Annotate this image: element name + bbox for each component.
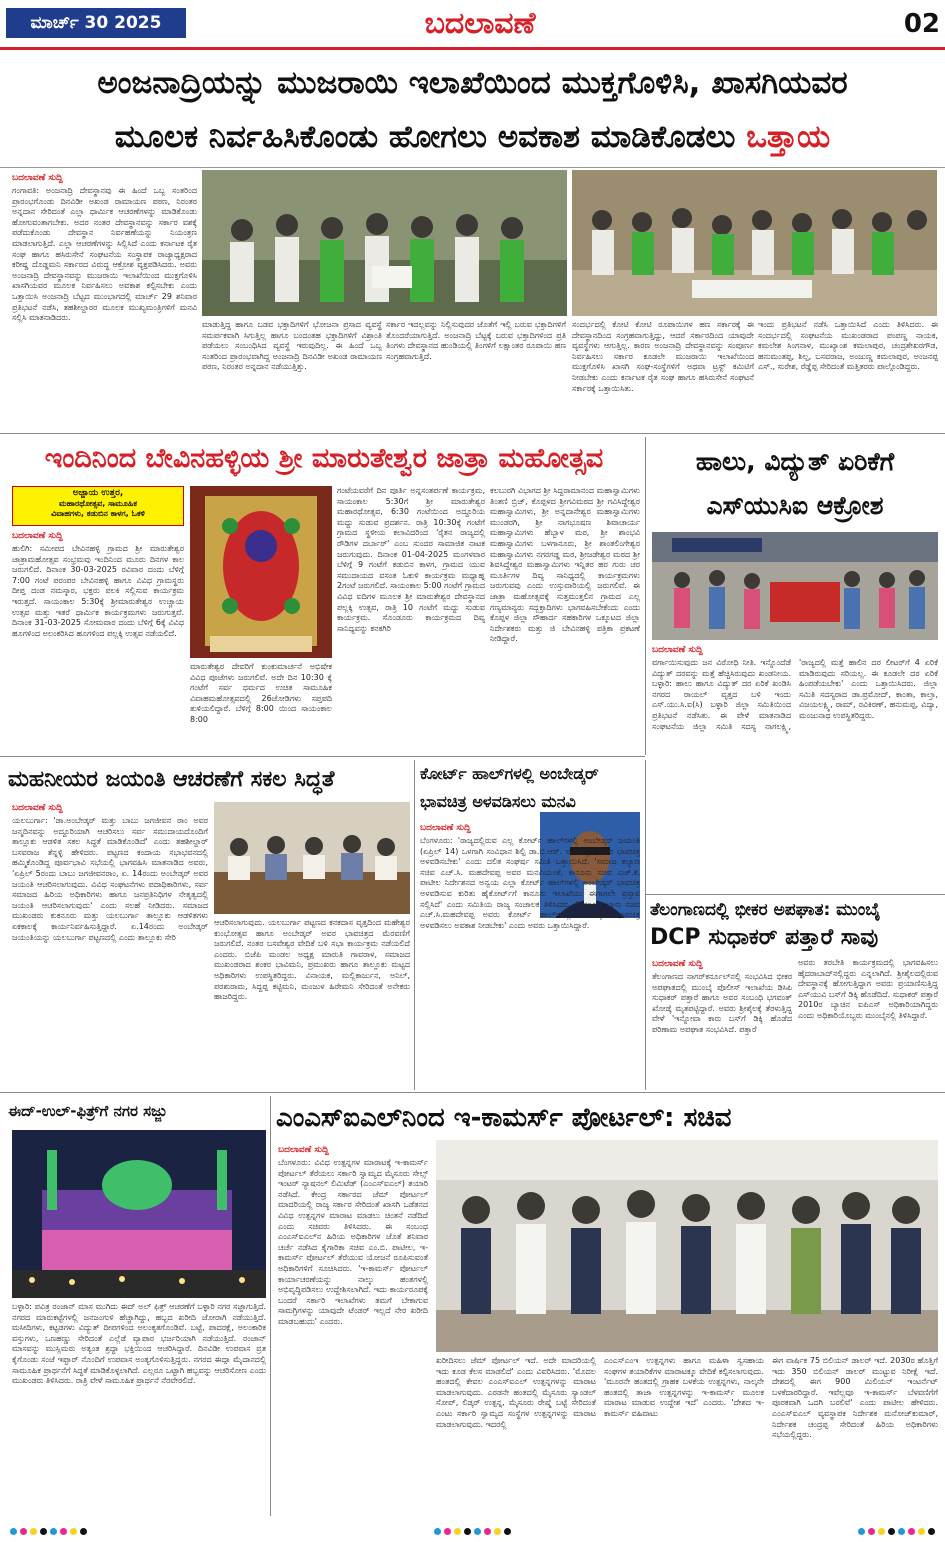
jatra-caption: ಮಾರುತೇಶ್ವರ ದೇವರಿಗೆ ಕುಂಕುಮಾರ್ಚನೆ ಅಭಿಷೇಕ ವಿವಿಧ ಪೂಜೆಗಳು ಜರುಗಲಿವೆ. ಅದೇ ದಿನ 10:30 ಕ್ಕೆ ಗಂಟೆಗೆ ಸರ್ವ ಧರ್ಮದ ಉಚಿತ ಸಾಮೂಹಿಕ ವಿವಾಹಮಹೋತ್ಸವದಲ್ಲಿ 26ಜೋಡಿಗಳು ಸಪ್ತಪದಿ ತುಳಿಯಲಿದ್ದಾರೆ. ಬೆಳಿಗ್ಗೆ 8:00 ಯಿಂದ ಸಾಯಂಕಾಲ 8:00 — [190, 662, 332, 724]
jatra-headline: ಇಂದಿನಿಂದ ಬೇವಿನಹಳ್ಳಿಯ ಶ್ರೀ ಮಾರುತೇಶ್ವರ ಜಾತ್ರಾ ಮಹೋತ್ಸವ — [44, 443, 604, 474]
lead-headline-line2-wrap — [0, 110, 945, 164]
group-photo-icon — [202, 170, 567, 316]
color-dots-icon — [858, 1528, 935, 1535]
court-byline: ಬದಲಾವಣೆ ಸುದ್ದಿ — [420, 823, 471, 833]
color-dots-icon — [434, 1528, 511, 1535]
court-headline-line1: ಕೋರ್ಟ್ ಹಾಲ್‌ಗಳಲ್ಲಿ ಅಂಬೇಡ್ಕರ್ — [420, 764, 599, 783]
telangana-headline-line1: ತೆಲಂಗಾಣದಲ್ಲಿ ಭೀಕರ ಅಪಘಾತ: ಮುಂಬೈ — [650, 900, 881, 920]
mahaniyara-headline: ಮಹನೀಯರ ಜಯಂತಿ ಆಚರಣೆಗೆ ಸಕಲ ಸಿದ್ಧತೆ — [8, 767, 335, 792]
suci-headline-line1: ಹಾಲು, ವಿದ್ಯುತ್ ಏರಿಕೆಗೆ — [695, 447, 895, 476]
divider — [645, 437, 646, 755]
jatra-col2: ಗಂಟೆಯವರೆಗೆ ದಿನ ಪೂರ್ತಿ ಅನ್ನಸಂತರ್ಪಣೆ ಕಾರ್ಯಕ್ರಮ, ಸಾಯಂಕಾಲ 5:30ಗೆ ಶ್ರೀ ಮಾರುತೇಶ್ವರ ಮಹಾರಥೋತ್ಸವ, 6:30 ಗಂಟೆಯಿಂದ ಅದ್ದೂರಿಯ ಮದ್ದು ಸುಡುವ ಪ್ರದರ್ಶನ. ರಾತ್ರಿ 10:30ಕ್ಕೆ ಗಂಟೆಗೆ ಗ್ರಾಮದ ಸ್ಥಳೀಯ ಕಲಾವಿದರಿಂದ 'ರೈತನ ರಾಜ್ಯದಲ್ಲಿ ರೌಡಿಗಳ ದರ್ಬಾರ್' ಎಂಬ ಸುಂದರ ಸಾಮಾಜಿಕ ನಾಟಕ ಜರುಗುವುದು. ದಿನಾಂಕ 01-04-2025 ಮಂಗಳವಾರ ಬೆಳಿಗ್ಗೆ 9 ಗಂಟೆಗೆ ಕಡುಬಿನ ಕಾಳಗ, ಗ್ರಾಮದ ಯುವ ಸಮುದಾಯದ ವಸಂತ ಓಕುಳಿ ಕಾರ್ಯಕ್ರಮ ಮಧ್ಯಾಹ್ನ 2ಗಂಟೆ ಜರುಗಲಿದೆ. ಸಾಯಂಕಾಲ 5:00 ಗಂಟೆಗೆ ಗ್ರಾಮದ ವಿವಿಧ ಐದಿಗಳ ಮೂಲಕ ಶ್ರೀ ಮಾರುತೇಶ್ವರ ದೇವಸ್ಥಾನದ ಪಲ್ಲಕ್ಕಿ ಉತ್ಸವ, ರಾತ್ರಿ 10 ಗಂಟೆಗೆ ಮದ್ದು ಸುಡುವ ಕಾರ್ಯಕ್ರಮ. ಸೊಂಡೂರು ಕಾರ್ಯಕ್ರಮದ ದಿವ್ಯ ಸಾನಿಧ್ಯವನ್ನು ಕನಕಗಿರಿ — [337, 486, 485, 633]
divider — [0, 756, 645, 757]
telangana-col2: ಅವರು ತರಬೇತಿ ಕಾರ್ಯಕ್ರಮದಲ್ಲಿ ಭಾಗವಹಿಸಲು ಹೈದರಾಬಾದ್‌ನಲ್ಲಿದ್ದರು ಎನ್ನಲಾಗಿದೆ. ಶ್ರೀಶೈಲದಲ್ಲಿರುವ ದೇವಸ್ಥಾನಕ್ಕೆ ಹೋಗುತ್ತಿದ್ದಾಗ ಅವರು ಪ್ರಯಾಣಿಸುತ್ತಿದ್ದ ಎಸ್‌ಯುವಿ ಬಸ್‌ಗೆ ಡಿಕ್ಕಿ ಹೊಡೆದಿದೆ. ಸುಧಾಕರ್ ಪತ್ತಾರೆ 2010ರ ಬ್ಯಾಚಿನ ಐಪಿಎಸ್ ಅಧಿಕಾರಿಯಾಗಿದ್ದರು ಎಂದು ಅಧಿಕಾರಿಯೊಬ್ಬರು ಮುಂಬೈನಲ್ಲಿ ತಿಳಿಸಿದ್ದಾರೆ. — [798, 958, 938, 1020]
suci-byline: ಬದಲಾವಣೆ ಸುದ್ದಿ — [652, 645, 703, 655]
jatra-col1: ಹುಲಿಗಿ: ಸಮೀಪದ ಬೇವಿನಹಳ್ಳಿ ಗ್ರಾಮದ ಶ್ರೀ ಮಾರುತೇಶ್ವರ ಜಾತ್ರಾಮಹೋತ್ಸವ ಸಂಭ್ರಮವು ಇಂದಿನಿಂದ ಮೂರು ದಿನಗಳ ಕಾಲ ಜರುಗಲಿದೆ. ದಿನಾಂಕ 30-03-2025 ರವಿವಾರ ದಂದು ಬೆಳಿಗ್ಗೆ 7:00 ಗಂಟೆ ಪರಂಪರ ಬೇವಿನಹಳ್ಳಿ ಹಾಗೂ ವಿವಿಧ ಗ್ರಾಮಸ್ಥರು ದೀಪ್ತ ದಂಡ ನಮಸ್ಕಾರ, ಭಕ್ತರು ಪಲಕಿ ಸಲ್ಲಿಸುವ ಕಾರ್ಯಕ್ರಮ ಇರುತ್ತದೆ. ಸಾಯಂಕಾಲ 5:30ಕ್ಕೆ ಶ್ರೀಮಾರುತೇಶ್ವರ ಉಚ್ಚಾಯ ಉತ್ಸವ ಮತ್ತು ಇತರೆ ಧಾರ್ಮಿಕ ಕಾರ್ಯಕ್ರಮಗಳು ಜರುಗುತ್ತವೆ. ದಿನಾಂಕ 31-03-2025 ಸೋಮವಾರ ದಂದು ಬೆಳಿಗ್ಗೆ 6ಕ್ಕೆ ವಿವಿಧ ಹೂಗಳಿಂದ ಅಲಂಕರಿಸಿದ ಹೂಗಳಿಂದ ಪಲ್ಲಕ್ಕಿ ಉತ್ಸವ ನಡೆಯಲಿದೆ. — [12, 544, 184, 638]
telangana-headline-line2: DCP ಸುಧಾಕರ್ ಪತ್ತಾರೆ ಸಾವು — [650, 925, 879, 950]
suci-body: ವರ್ಗಾಯಿಸುವುದು ಜನ ವಿರೋಧಿ ನೀತಿ. ಇನ್ನೊಂದೆಡೆ ವಿದ್ಯುತ್ ದರವನ್ನು ಮತ್ತೆ ಹೆಚ್ಚಿಸಿರುವುದು ಖಂಡನೀಯ. ಬಳ್ಳಾರಿ: ಹಾಲು ಹಾಗೂ ವಿದ್ಯುತ್ ದರ ಏರಿಕೆ ಖಂಡಿಸಿ ನಗರದ ರಾಯಲ್ ವೃತ್ತದ ಬಳಿ ಇಂದು ಎಸ್.ಯು.ಸಿ.ಐ(ಸಿ) ಬಳ್ಳಾರಿ ಜಿಲ್ಲಾ ಸಮಿತಿಯಿಂದ ಪ್ರತಿಭಟನೆ ನಡೆಸಿತು. ಈ ವೇಳೆ ಮಾತನಾಡಿದ ಸಂಘಟನೆಯ ಜಿಲ್ಲಾ ಸಮಿತಿ ಸದಸ್ಯ ನಾಗಲಕ್ಷ್ಮಿ, 'ರಾಜ್ಯದಲ್ಲಿ ಮತ್ತೆ ಹಾಲಿನ ದರ ಲೀಟರ್‌ಗೆ 4 ಏರಿಕೆ ಮಾಡಿರುವುದು ಸರಿಯಲ್ಲ. ಈ ಕೂಡಲೇ ದರ ಏರಿಕೆ ಹಿಂಪಡೆಯಬೇಕು' ಎಂದು ಒತ್ತಾಯಿಸಿದರು. ಜಿಲ್ಲಾ ಸಮಿತಿ ಸದಸ್ಯರಾದ ಡಾ.ಪ್ರಮೋದ್, ಕಾಂತಾ, ಕಾಲ್ತಾ, ವಿಜಯಲಕ್ಷ್ಮಿ, ರಾಮ್, ರವಿಕಿರಣ್, ಹನುಮಪ್ಪ, ವಿದ್ಯಾ, ಮಂಜುನಾಥ ಉಪಸ್ಥಿತರಿದ್ದರು. — [652, 658, 938, 731]
protest-photo-icon — [572, 170, 937, 316]
msil-col2: ಖರೀದಿಸಲು ಜೆಮ್ ಪೋರ್ಟಲ್ ಇದೆ. ಅದೇ ಮಾದರಿಯಲ್ಲಿ ಇದು ಕೂಡ ಕೆಲಸ ಮಾಡಲಿದೆ' ಎಂದು ವಿವರಿಸಿದರು. 'ಮೊದಲ ಹಂತದಲ್ಲಿ ಕೇವಲ ಎಂಎಸ್‌ಐಎಲ್ ಉತ್ಪನ್ನಗಳನ್ನು ಮಾರಾಟ ಮಾಡಲಾಗುವುದು. ಎರಡನೇ ಹಂತದಲ್ಲಿ ಮೈಸೂರು ಸ್ಯಾಂಡಲ್ ಸೋಪ್, ಲಿಡ್ಕರ್ ಉತ್ಪನ್ನ, ಮೈಸೂರು ರೇಷ್ಮೆ ಬಟ್ಟೆ ಸೇರಿದಂತೆ ಎಂಟು ಸರ್ಕಾರಿ ಸ್ವಾಮ್ಯದ ಸಂಸ್ಥೆಗಳ ಉತ್ಪನ್ನಗಳನ್ನು ಮಾರಾಟ ಮಾಡಲಾಗುವುದು. ಇದರಲ್ಲಿ — [436, 1356, 596, 1429]
telangana-byline: ಬದಲಾವಣೆ ಸುದ್ದಿ — [652, 959, 703, 969]
divider — [270, 1096, 271, 1516]
court-headline — [420, 760, 645, 820]
msil-col1: ಬೆಂಗಳೂರು: ವಿವಿಧ ಉತ್ಪನ್ನಗಳ ಮಾರಾಟಕ್ಕೆ ಇ-ಕಾಮರ್ಸ್ ಪೋರ್ಟಲ್ ತೆರೆಯಲು ಸರ್ಕಾರಿ ಸ್ವಾಮ್ಯದ ಮೈಸೂರು ಸೇಲ್ಸ್ ಇಂಟರ್ ನ್ಯಾಷನಲ್ ಲಿಮಿಟೆಡ್ (ಎಂಎಸ್‌ಐಎಲ್) ತಯಾರಿ ನಡೆಸಿದೆ. ಕೇಂದ್ರ ಸರ್ಕಾರದ ಜೆಮ್ ಪೋರ್ಟಲ್ ಮಾದರಿಯಲ್ಲಿ ರಾಜ್ಯ ಸರ್ಕಾರ ಸೇರಿದಂತೆ ಖಾಸಗಿ ಒಡೆತನದ ವಿವಿಧ ಉತ್ಪನ್ನಗಳ ಮಾರಾಟ ಮಾಡಲು ಚಿಂತನೆ ನಡೆದಿದೆ ಎಂದು ಸಚಿವರು ತಿಳಿಸಿದರು. ಈ ಸಂಬಂಧ ಎಂಎಸ್‌ಐಎಲ್‌ನ ಹಿರಿಯ ಅಧಿಕಾರಿಗಳ ಜೊತೆ ಶನಿವಾರ ಚರ್ಚೆ ನಡೆಸಿದ ಕೈಗಾರಿಕಾ ಸಚಿವ ಎಂ.ಬಿ. ಪಾಟೀಲ, ಇ-ಕಾಮರ್ಸ್ ಪೋರ್ಟಲ್ ತೆರೆಯುವ ಯೋಜನೆ ರೂಪಿಸುವಂತೆ ಅಧಿಕಾರಿಗಳಿಗೆ ಸೂಚಿಸಿದರು. 'ಇ-ಕಾಮರ್ಸ್ ಪೋರ್ಟಲ್ ಕಾರ್ಯಾಚರಣೆಯನ್ನು ನಾಲ್ಕು ಹಂತಗಳಲ್ಲಿ ಅಭಿವೃದ್ಧಿಪಡಿಸಲು ಉದ್ದೇಶಿಸಲಾಗಿದೆ. ಇದು ಕಾರ್ಯರೂಪಕ್ಕೆ ಬಂದರೆ ಸರ್ಕಾರಿ ಇಲಾಖೆಗಳು ತಮಗೆ ಬೇಕಾಗುವ ಸಾಮಗ್ರಿಗಳನ್ನು ಯಾವುದೇ ಟೆಂಡರ್ ಇಲ್ಲದೆ ನೇರ ಖರೀದಿ ಮಾಡಬಹುದು' ಎಂದರು. — [278, 1158, 428, 1326]
telangana-headline — [650, 896, 942, 956]
lead-col-right: ಇಂದು ಪ್ರತಿಭಟನೆ ನಡೆಸಿ ಒತ್ತಾಯಿಸಿದೆ ಎಂದು ತಿಳಿಸಿದರು. ಈ ಸಂದರ್ಭದಲ್ಲಿ ಸಂಘಟನೆಯ ಮುಖಂಡರಾದ ಪಂಪಣ್ಣ ನಾಯಕ, ಕಮಲೇಶ ಸಿಂಗನಾಳ, ಮುಖ್ಯಾಂಶ ಕಮಲಾಪುರ, ಚಂದ್ರಶೇಖರಗೌಡ, ಹನುಮಂತಪ್ಪ, ಶಿಲ್ಪ, ಬಸವರಾಜ, ಅಂಜುಣ್ಣ ಕಮಲಾಪುರ, ಅಂಜನಪ್ಪ ಎಸ್., ಸುರೇಶ, ರೆಡ್ಡೆಪ್ಪ ಸೇರಿದಂತೆ ಮತ್ತಿತರರು ಪಾಲ್ಗೊಂಡಿದ್ದರು. — [758, 320, 938, 372]
mosque-night-photo-icon — [12, 1130, 266, 1298]
mahaniyara-col2: ಆಚರಿಸಲಾಗುವುದು. ಯಲಬುರ್ಗಾ ಪಟ್ಟಣದ ಕನಕದಾಸ ವೃತ್ತದಿಂದ ಮಹೇಶ್ವರ ಕುಂಭೋತ್ಸವ ಹಾಗೂ ಅಂಬೇಡ್ಕರ್ ಅವರ ಭಾವಚಿತ್ರದ ಮೆರವಣಿಗೆ ಜರುಗಲಿದೆ. ನಂತರ ಬಸವೇಶ್ವರ ವೇದಿಕೆ ಬಳಿ ಸಭಾ ಕಾರ್ಯಕ್ರಮ ನಡೆಯಲಿದೆ ಎಂದರು. ಬಿಜೆಪಿ ಮಂಡಲ ಅಧ್ಯಕ್ಷ ಮಾರುತಿ ಗಾವರಾಳ, ಸಮಾಜದ ಮುಖಂಡರಾದ ಶಂಕರ ಭಾವಿಮನಿ, ಪ್ರಮುಖರು ಹಾಗೂ ತಾಲ್ಲೂಕು ಮಟ್ಟದ ಅಧಿಕಾರಿಗಳು ಉಪಸ್ಥಿತರಿದ್ದರು. ವಿನಾಯಕ, ಮಲ್ಲಿಕಾರ್ಜುನ, ಅನಿಲ್, ಪರಶುರಾಮ, ಸಿದ್ದಪ್ಪ ಕಟ್ಟಿಮನಿ, ಮಂಜುಳ ಹಿರೇಮನಿ ಸೇರಿದಂತೆ ಅನೇಕರು ಹಾಜರಿದ್ದರು. — [214, 918, 410, 1002]
jatra-infobox — [12, 486, 184, 526]
lead-photo-2 — [572, 170, 937, 316]
eid-headline: ಈದ್-ಉಲ್-ಫಿತ್ರ್‌ಗೆ ನಗರ ಸಜ್ಜು — [8, 1102, 167, 1120]
jatra-infobox-line1: ಅಜ್ಜಾಯ ಉತ್ತರ, — [72, 488, 124, 498]
divider — [645, 894, 945, 895]
suci-headline-line2: ಎಸ್‌ಯುಸಿಐ ಆಕ್ರೋಶ — [706, 491, 884, 520]
newspaper-name: ಬದಲಾವಣೆ — [424, 6, 536, 41]
lead-headline-line1: ಅಂಜನಾದ್ರಿಯನ್ನು ಮುಜರಾಯಿ ಇಲಾಖೆಯಿಂದ ಮುಕ್ತಗೊಳಿಸಿ, ಖಾಸಗಿಯವರ — [97, 65, 848, 101]
msil-byline: ಬದಲಾವಣೆ ಸುದ್ದಿ — [278, 1145, 329, 1155]
page-number: 02 — [903, 9, 940, 39]
divider — [0, 1092, 945, 1093]
jatra-infobox-line2: ಮಹಾರಥೋತ್ಸವ, ಸಾಮೂಹಿಕ — [59, 499, 137, 508]
lead-photo-1 — [202, 170, 567, 316]
mahaniyara-byline: ಬದಲಾವಣೆ ಸುದ್ದಿ — [12, 803, 63, 813]
msil-col3: ಎಂಎಸ್‌ಎಂಇ ಉತ್ಪನ್ನಗಳು ಹಾಗೂ ಮಹಿಳಾ ಸ್ವಸಹಾಯ ಸಂಘಗಳ ತಯಾರಿಕೆಗಳ ಮಾರಾಟಕ್ಕೂ ವೇದಿಕೆ ಕಲ್ಪಿಸಲಾಗುವುದು. 'ಮೂರನೇ ಹಂತದಲ್ಲಿ ಗ್ರಾಹಕ ಬಳಕೆಯ ಉತ್ಪನ್ನಗಳು, ನಾಲ್ಕನೇ ಹಂತದಲ್ಲಿ ತಾಜಾ ಉತ್ಪನ್ನಗಳನ್ನು ಇ-ಕಾಮರ್ಸ್ ಮೂಲಕ ಮಾರಾಟ ಮಾಡುವ ಉದ್ದೇಶ ಇದೆ' ಎಂದರು. 'ದೇಶದ ಇ-ಕಾಮರ್ಸ್ ವಹಿವಾಟು — [604, 1356, 764, 1418]
color-dots-icon — [10, 1528, 87, 1535]
meeting-photo-icon — [214, 802, 410, 914]
lead-byline: ಬದಲಾವಣೆ ಸುದ್ದಿ — [12, 173, 63, 183]
court-body: ಬೆಂಗಳೂರು: 'ರಾಜ್ಯದಲ್ಲಿರುವ ಎಲ್ಲ ಕೋರ್ಟ್ ಹಾಲ್‌ಗಳಲ್ಲಿ ಅಂಬೇಡ್ಕರ್ ಜಯಂತಿ (ಏಪ್ರಿಲ್ 14) ಒಳಗಾಗಿ ಸಂವಿಧಾನ ಶಿಲ್ಪಿ ಡಾ.ಬಿ.ಆರ್. ಅಂಬೇಡ್ಕರ್ ಅವರ ಭಾವಚಿತ್ರ ಅಳವಡಿಸಬೇಕು' ಎಂದು ದಲಿತ ಸಂಘರ್ಷ ಸಮಿತಿ ಒತ್ತಾಯಿಸಿದೆ. 'ಸಮಾಜ ಕಲ್ಯಾಣ ಸಚಿವ ಎಚ್.ಸಿ. ಮಹದೇವಪ್ಪ ಅವರ ಮನವಿಯಂತೆ, ಕಾನೂನು ಸಚಿವ ಎಚ್.ಕೆ. ಪಾಟೀಲ ನಿರ್ದೇಶನದ ಅನ್ವಯ ಎಲ್ಲಾ ಕೋರ್ಟ್ ಹಾಲ್‌ಗಳಲ್ಲಿ ಅಂಬೇಡ್ಕರ್ ಭಾವಚಿತ್ರ ಅಳವಡಿಸುವ ಕುರಿತು ಹೈಕೋರ್ಟ್‌ಗೆ ಕಾನೂನು ಇಲಾಖೆಯು ಈಗಾಗಲೇ ಪ್ರಸ್ತಾವ ಸಲ್ಲಿಸಿದೆ' ಎಂದು ಸಮಿತಿಯ ರಾಜ್ಯ ಸಂಚಾಲಕ ತಿಳಿಸಿದರು. 'ಸಮಾಜ ಕಲ್ಯಾಣ ಸಚಿವ ಎಚ್.ಸಿ.ಮಹದೇವಪ್ಪ ಅವರು ಕೋರ್ಟ್ ಹಾಲ್‌ಗಳಲ್ಲಿ ಅಂಬೇಡ್ಕರ್ ಭಾವಚಿತ್ರ ಅಳವಡಿಸಲು ಅವಕಾಶ ನೀಡಬೇಕು' ಎಂದು ಅವರು ಒತ್ತಾಯಿಸಿದ್ದಾರೆ. — [420, 836, 640, 930]
suci-headline — [650, 440, 940, 530]
court-headline-line2: ಭಾವಚಿತ್ರ ಅಳವಡಿಸಲು ಮನವಿ — [420, 792, 576, 811]
eid-mosque-photo — [12, 1130, 266, 1298]
protest-photo-icon — [652, 532, 938, 640]
lead-headline-line2: ಮೂಲಕ ನಿರ್ವಹಿಸಿಕೊಂಡು ಹೋಗಲು ಅವಕಾಶ ಮಾಡಿಕೊಡಲು — [114, 119, 736, 155]
mahaniyara-col1: ಯಲಬುರ್ಗಾ: 'ಡಾ.ಅಂಬೇಡ್ಕರ್ ಮತ್ತು ಬಾಬು ಜಗಜೀವನ ರಾಂ ಅವರ ಜನ್ಮದಿನವನ್ನು ಅದ್ದೂರಿಯಾಗಿ ಆಚರಿಸಲು ಸರ್ವ ಸಮುದಾಯದೊಂದಿಗೆ ತಾಲ್ಲೂಕು ಆಡಳಿತ ಸಕಲ ಸಿದ್ಧತೆ ಮಾಡಿಕೊಂಡಿದೆ' ಎಂದು ತಹಶೀಲ್ದಾರ್ ಬಸವರಾಜ ತೆನ್ನಳ್ಳಿ ಹೇಳಿದರು. ಪಟ್ಟಣದ ಕಂದಾಯ ಸಭಾಭವನದಲ್ಲಿ ಹಮ್ಮಿಕೊಂಡಿದ್ದ ಪೂರ್ವಭಾವಿ ಸಭೆಯಲ್ಲಿ ಭಾಗವಹಿಸಿ ಮಾತನಾಡಿದ ಅವರು, 'ಏಪ್ರಿಲ್ 5ರಂದು ಬಾಬು ಜಗಜೀವನರಾಂ, ಏ. 14ರಂದು ಅಂಬೇಡ್ಕರ್ ಅವರ ಜಯಂತಿ ಆಚರಿಸಲಾಗುವುದು. ವಿವಿಧ ಸಂಘಟನೆಗಳು ಪದಾಧಿಕಾರಿಗಳು, ಸರ್ವ ಸಮಾಜದ ಹಿರಿಯ ಅಧಿಕಾರಿಗಳು ಹಾಗೂ ಜನಪ್ರತಿನಿಧಿಗಳ ನೇತೃತ್ವದಲ್ಲಿ ಜಯಂತಿ ಆಚರಿಸಲಾಗುವುದು' ಎಂದು ಸಲಹೆ ನೀಡಿದರು. ಸಮಾಜದ ಮುಖಂಡರು ಕುಕನೂರು ಮತ್ತು ಯಲಬುರ್ಗಾ ತಾಲ್ಲೂಕು ಆಡಳಿತಗಳು ಏಕಕಾಲಕ್ಕೆ ಕಾರ್ಯನಿರ್ವಹಿಸುತ್ತಿದ್ದಾರೆ. ಏ.14ರಂದು ಅಂಬೇಡ್ಕರ್ ಜಯಂತಿಯನ್ನು ಯಲಬುರ್ಗಾ ಪಟ್ಟಣದಲ್ಲಿ ಎಂದು ತಾಲ್ಲೂಕು ಸೇರಿ — [12, 816, 208, 942]
lead-headline — [0, 56, 945, 168]
jatra-byline: ಬದಲಾವಣೆ ಸುದ್ದಿ — [12, 531, 63, 541]
footer — [0, 1520, 945, 1542]
issue-date: ಮಾರ್ಚ್ 30 2025 — [6, 8, 186, 38]
msil-col4: ಈಗ ವಾರ್ಷಿಕ 75 ಬಿಲಿಯನ್ ಡಾಲರ್ ಇದೆ. 2030ರ ಹೊತ್ತಿಗೆ ಇದು 350 ಬಿಲಿಯನ್ ಡಾಲರ್ ಮುಟ್ಟುವ ನಿರೀಕ್ಷೆ ಇದೆ. ದೇಶದಲ್ಲಿ ಈಗ 900 ಮಿಲಿಯನ್ ಇಂಟರ್ನೆಟ್ ಬಳಕೆದಾರರಿದ್ದಾರೆ. ಇವೆಲ್ಲವೂ ಇ-ಕಾಮರ್ಸ್ ಬೆಳವಣಿಗೆಗೆ ಪೂರಕವಾಗಿ ಒದಗಿ ಬರಲಿವೆ' ಎಂದು ಪಾಟೀಲ ಹೇಳಿದರು. ಎಂಎಸ್‌ಐಎಲ್ ವ್ಯವಸ್ಥಾಪಕ ನಿರ್ದೇಶಕ ಮನೋಜ್‌ಕುಮಾರ್, ನಿರ್ದೇಶಕ ಚಂದ್ರಪ್ಪ ಸೇರಿದಂತೆ ಹಿರಿಯ ಅಧಿಕಾರಿಗಳು ಸಭೆಯಲ್ಲಿದ್ದರು. — [772, 1356, 938, 1440]
jatra-infobox-line3: ವಿವಾಹಗಳು, ಕಡುಬಿನ ಕಾಳಗ, ಓಕಳಿ — [51, 509, 145, 518]
divider — [414, 760, 415, 1090]
masthead — [0, 0, 945, 50]
telangana-col1: ತೆಲಂಗಾಣದ ನಾಗರ್‌ಕರ್ನೂಲ್‌ನಲ್ಲಿ ಸಂಭವಿಸಿದ ಭೀಕರ ಅಪಘಾತದಲ್ಲಿ ಮುಂಬೈ ಪೊಲೀಸ್ ಇಲಾಖೆಯ ಡಿಸಿಪಿ ಸುಧಾಕರ್ ಪತ್ತಾರೆ ಹಾಗೂ ಅವರ ಸಂಬಂಧಿ ಭಗವಂತ್ ಖೋಡ್ಕೆ ಮೃತಪಟ್ಟಿದ್ದಾರೆ. ಅವರು ಶ್ರೀಶೈಲಕ್ಕೆ ತೆರಳುತ್ತಿದ್ದ ವೇಳೆ 'ಇನ್ನೋವಾ ಕಾರು ಬಸ್‌ಗೆ ಡಿಕ್ಕಿ ಹೊಡೆದ ಪರಿಣಾಮ ಅಪಘಾತ ಸಂಭವಿಸಿದೆ. ಪತ್ತಾರೆ — [652, 972, 792, 1034]
msil-meeting-photo — [436, 1140, 938, 1352]
group-photo-icon — [436, 1140, 938, 1352]
lead-caption-2: ಸರ್ಕಾರ ಇದಲ್ಲವನ್ನು ನಿಲ್ಲಿಸುವುದರ ಜೊತೆಗೆ ಇಲ್ಲಿ ಬರುವ ಭಕ್ತಾದಿಗಳಿಗೆ ತೊಂದರೆಯಾಗುತ್ತಿದೆ. ಅಂಜನಾದ್ರಿ ಬೆಟ್ಟಕ್ಕೆ ಬರುವ ಭಕ್ತಾದಿಗಳಿಂದ ಪ್ರತಿ ತಿಂಗಳು ದೇವಸ್ಥಾನದ ಹುಂಡಿಯಲ್ಲಿ ತಿಂಗಳಿಗೆ ಲಕ್ಷಾಂತರ ರೂಪಾಯಿ ಹಣ ಸಂಗ್ರಹವಾಗುತ್ತಿದೆ. — [386, 320, 566, 361]
lead-col1: ಗಂಗಾವತಿ: ಅಂಜನಾದ್ರಿ ದೇವಸ್ಥಾನವು ಈ ಹಿಂದೆ ಒಬ್ಬ ಸಂತರಿಂದ ಪ್ರಾರಂಭಗೊಂಡು ದಿನವಿಡೀ ಅಖಂಡ ರಾಮಾಯಣ ಪಠಣ, ನಿರಂತರ ಅನ್ನದಾನ ಸೇರಿದಂತೆ ಎಲ್ಲಾ ಧಾರ್ಮಿಕ ಆಚರಣೆಗಳನ್ನು ಮಾಡಿಕೊಂಡು ಹೋಗುವಂತಾಗಬೇಕು. ಅದರ ನಂತರ ದೇವಸ್ಥಾನವನ್ನು ಸರ್ಕಾರ ವಶಕ್ಕೆ ಪಡೆದುಕೊಂಡು ದೇವಸ್ಥಾನ ನಿರ್ವಹಣೆಯನ್ನು ನಿಯಂತ್ರಣ ಮಾಡಲಾಗುತ್ತಿದೆ. ಎಲ್ಲಾ ಆಚರಣೆಗಳನ್ನು ಸಿಲ್ಲಿಸಿದೆ ಎಂದು ಕರ್ನಾಟಕ ರೈತ ಸಂಘ ಹಾಗೂ ಹಸಿರುಸೇನೆ ಸಂಘಟನೆಯ ಸಂಸ್ಥಾಪಕ ರಾಜ್ಯಾಧ್ಯಕ್ಷರಾದ ಕರೀಷ್ಣ ದೊಡ್ಡಮನಿ ಸರ್ಕಾರದ ವಿರುದ್ಧ ಆಕ್ರೋಶ ವ್ಯಕ್ತಪಡಿಸಿದರು. ಅವರು ಅಂಜನಾದ್ರಿ ದೇವಸ್ಥಾನವನ್ನು ಮುಜರಾಯಿ ಇಲಾಖೆಯಿಂದ ಮುಕ್ತಗೊಳಿಸಿ ಖಾಸಗಿಯವರ ಮೂಲಕ ನಿರ್ವಹಿಸಲು ಅವಕಾಶ ಕಲ್ಪಿಸಬೇಕು ಎಂದು ಒತ್ತಾಯಿಸಿ ಅಂಜನಾದ್ರಿ ಬೆಟ್ಟದ ಮುಂಭಾಗದಲ್ಲಿ ಮಾರ್ಚ್ 29 ಶನಿವಾರ ಪ್ರತಿಭಟನೆ ನಡೆಸಿ, ತಹಶೀಲ್ದಾರರ ಮೂಲಕ ಮುಖ್ಯಮಂತ್ರಿಗಳಿಗೆ ಮನವಿ ಸಲ್ಲಿಸಿ ಮಾತನಾಡಿದರು. — [12, 186, 197, 323]
jatra-col3: ಕಲಬುರಗಿ ವಿಭಾಗದ ಶ್ರೀ ಸಿದ್ದರಾಮಾನಂದ ಮಹಾಸ್ವಾಮಿಗಳು ತಿಂತಣಿ ಬ್ರಿಜ್, ಕೊಪ್ಪಳದ ಶ್ರೀಗವಿಮಠದ ಶ್ರೀ ಗವಿಸಿದ್ದೇಶ್ವರ ಮಹಾಸ್ವಾಮಿಗಳು, ಶ್ರೀ ಅನ್ನದಾನೇಶ್ವರ ಮಹಾಸ್ವಾಮಿಗಳು ಮುಂಡರಗಿ, ಶ್ರೀ ನಾಗಭೂಷಣ ಶಿವಾಚಾರ್ಯ ಮಹಾಸ್ವಾಮಿಗಳು ಹೆಬ್ಬಾಳ ಮಠ, ಶ್ರೀ ಶಾಂಭವಿ ಮಹಾಸ್ವಾಮಿಗಳು ಬಳಗಾನೂರು, ಶ್ರೀ ಶಾಂತಲಿಂಗೇಶ್ವರ ಮಹಾಸ್ವಾಮಿಗಳು ನಗರಗಡ್ಡ ಮಠ, ಶ್ರೀಜಡೇಶ್ವರ ಮಠದ ಶ್ರೀ ಶಿವಸಿದ್ದೇಶ್ವರ ಮಹಾಸ್ವಾಮಿಗಳು ಇನ್ನಿತರ ಹರ ಗುರು ಚರ ಮೂರ್ತಿಗಳ ದಿವ್ಯ ಸಾನಿಧ್ಯದಲ್ಲಿ ಕಾರ್ಯಕ್ರಮಗಳು ಜರುಗುವವು ಎಂದು ಉಸ್ತುವಾರಿಯಲ್ಲಿ ಜರುಗಲಿವೆ. ಈ ಜಾತ್ರಾ ಮಹೋತ್ಸವಕ್ಕೆ ಸುತ್ತಮುತ್ತಲಿನ ಗ್ರಾಮದ ಎಲ್ಲ ಗಣ್ಯಮಾನ್ಯರು ಸದ್ಭಕ್ತಾದಿಗಳು ಭಾಗವಹಿಸಬೇಕೆಂದು ಎಂದು ಕೊಪ್ಪಳ ಜಿಲ್ಲಾ ಸೌಹಾರ್ದ ಸಹಕಾರಿಗಳ ಒಕ್ಕೂಟದ ಜಿಲ್ಲಾ ನಿರ್ದೇಶಕರು ಮತ್ತು ಜಿ ಬೇವಿನಹಳ್ಳಿ ಪತ್ರಿಕಾ ಪ್ರಕಟಣೆ ನೀಡಿದ್ದಾರೆ. — [490, 486, 640, 644]
mahaniyara-meeting-photo — [214, 802, 410, 914]
divider — [0, 433, 945, 434]
suci-protest-photo — [652, 532, 938, 640]
lead-headline-emphasis: ಒತ್ತಾಯ — [746, 119, 831, 155]
eid-body: ಬಳ್ಳಾರಿ: ಪವಿತ್ರ ರಂಜಾನ್ ಮಾಸ ಮುಗಿದು ಈದ್ ಅಲ್ ಫಿತ್ರ್ ಆಚರಣೆಗೆ ಬಳ್ಳಾರಿ ನಗರ ಸಜ್ಜಾಗುತ್ತಿದೆ. ನಗರದ ಮಾರುಕಟ್ಟೆಗಳಲ್ಲಿ ಜನಜಂಗುಳಿ ಹೆಚ್ಚಾಗಿದ್ದು, ಹಬ್ಬದ ಖರೀದಿ ಜೋರಾಗಿ ನಡೆಯುತ್ತಿದೆ. ಮಸೀದಿಗಳು, ಕಟ್ಟಡಗಳು ವಿದ್ಯುತ್ ದೀಪಗಳಿಂದ ಅಲಂಕೃತಗೊಂಡಿವೆ. ಬಟ್ಟೆ, ಪಾದರಕ್ಷೆ, ಅಲಂಕಾರಿಕ ವಸ್ತುಗಳು, ಒಣಹಣ್ಣು ಸೇರಿದಂತೆ ಎಲ್ಲೆಡೆ ವ್ಯಾಪಾರ ಭರ್ಜರಿಯಾಗಿ ನಡೆಯುತ್ತಿದೆ. ರಂಜಾನ್ ಮಾಸವನ್ನು ಮುಸ್ಲಿಮರು ಅತ್ಯಂತ ಶ್ರದ್ಧಾ ಭಕ್ತಿಯಿಂದ ಆಚರಿಸಿದ್ದಾರೆ. ದಿನವಿಡೀ ಉಪವಾಸ ವ್ರತ ಕೈಗೊಂಡು ಸಂಜೆ ಇಫ್ತಾರ್ ನೊಂದಿಗೆ ಉಪವಾಸ ಅಂತ್ಯಗೊಳಿಸುತ್ತಿದ್ದರು. ನಗರದ ಈದ್ಗಾ ಮೈದಾನದಲ್ಲಿ ಸಾಮೂಹಿಕ ಪ್ರಾರ್ಥನೆಗೆ ಸಿದ್ಧತೆ ಮಾಡಿಕೊಳ್ಳಲಾಗಿದೆ. ಎಲ್ಲರೂ ಒಟ್ಟಾಗಿ ಹಬ್ಬವನ್ನು ಆಚರಿಸೋಣ ಎಂದು ಮುಖಂಡರು ತಿಳಿಸಿದರು. ರಾತ್ರಿ ವೇಳೆ ಸಾಮೂಹಿಕ ಪ್ರಾರ್ಥನೆ ನೆರವೇರಲಿದೆ. — [12, 1302, 266, 1386]
jatra-deity-photo — [190, 486, 332, 658]
deity-photo-icon — [190, 486, 332, 658]
divider — [645, 760, 646, 1090]
msil-headline: ಎಂಎಸ್‌ಐಎಲ್‌ನಿಂದ ಇ-ಕಾಮರ್ಸ್ ಪೋರ್ಟಲ್: ಸಚಿವ — [276, 1103, 732, 1133]
lead-caption-1: ಮಾಡುತ್ತಿದ್ದ ಹಾಗೂ ಬಡವ ಭಕ್ತಾದಿಗಳಿಗೆ ಭೋಜನಾ ಪ್ರಸಾದ ವ್ಯವಸ್ಥೆ ಸಮರ್ಪಕವಾಗಿ ಸಿಗುತ್ತಿಲ್ಲ ಹಾಗೂ ಬಂದಂತಹ ಭಕ್ತಾದಿಗಳಿಗೆ ವಿಶ್ರಾಂತಿ ಪಡೆಯಲು ಸಂಬಂಧಿಸಿದ ವ್ಯವಸ್ಥೆ ಇರುವುದಿಲ್ಲ. ಈ ಹಿಂದೆ ಒಬ್ಬ ಸಂತರಿಂದ ಪ್ರಾರಂಭವಾಗಿದ್ದ ಅಂಜನಾದ್ರಿ ದಿನವಿಡೀ ಅಖಂಡ ರಾಮಾಯಣ ಪಠಣ, ನಿರಂತರ ಅನ್ನದಾನ ನಡೆಯುತ್ತಿತ್ತು. — [202, 320, 382, 372]
lead-caption-3: ಸಂದರ್ಭದಲ್ಲಿ ಕೋಟಿ ಕೋಟಿ ರೂಪಾಯಿಗಳ ಹಣ ಸರ್ಕಾರಕ್ಕೆ ಈ ದೇವಸ್ಥಾನದಿಂದ ಸಂಗ್ರಹವಾಗುತ್ತಿದ್ದು, ಆದರೆ ಸರ್ಕಾರದಿಂದ ಯಾವುದೇ ವ್ಯವಸ್ಥೆಗಳು ಆಗುತ್ತಿಲ್ಲ. ಕಾರಣ ಅಂಜನಾದ್ರಿ ದೇವಸ್ಥಾನವನ್ನು ಸಂಪೂರ್ಣ ನಿರ್ವಹಿಸಲು ಸರ್ಕಾರ ಕೂಡಲೇ ಮುಜರಾಯಿ ಇಲಾಖೆಯಿಂದ ಮುಕ್ತಗೊಳಿಸಿ ಖಾಸಗಿ ಸಂಘ-ಸಂಸ್ಥೆಗಳಿಗೆ ಅಥವಾ ಟ್ರಸ್ಟ್ ಕಮಿಟಿಗೆ ನೀಡಬೇಕು ಎಂದು ಕರ್ನಾಟಕ ರೈತ ಸಂಘ ಹಾಗೂ ಹಸಿರುಸೇನೆ ಸಂಘಟನೆ ಸರ್ಕಾರಕ್ಕೆ ಒತ್ತಾಯಿಸಿತು. — [572, 320, 754, 393]
